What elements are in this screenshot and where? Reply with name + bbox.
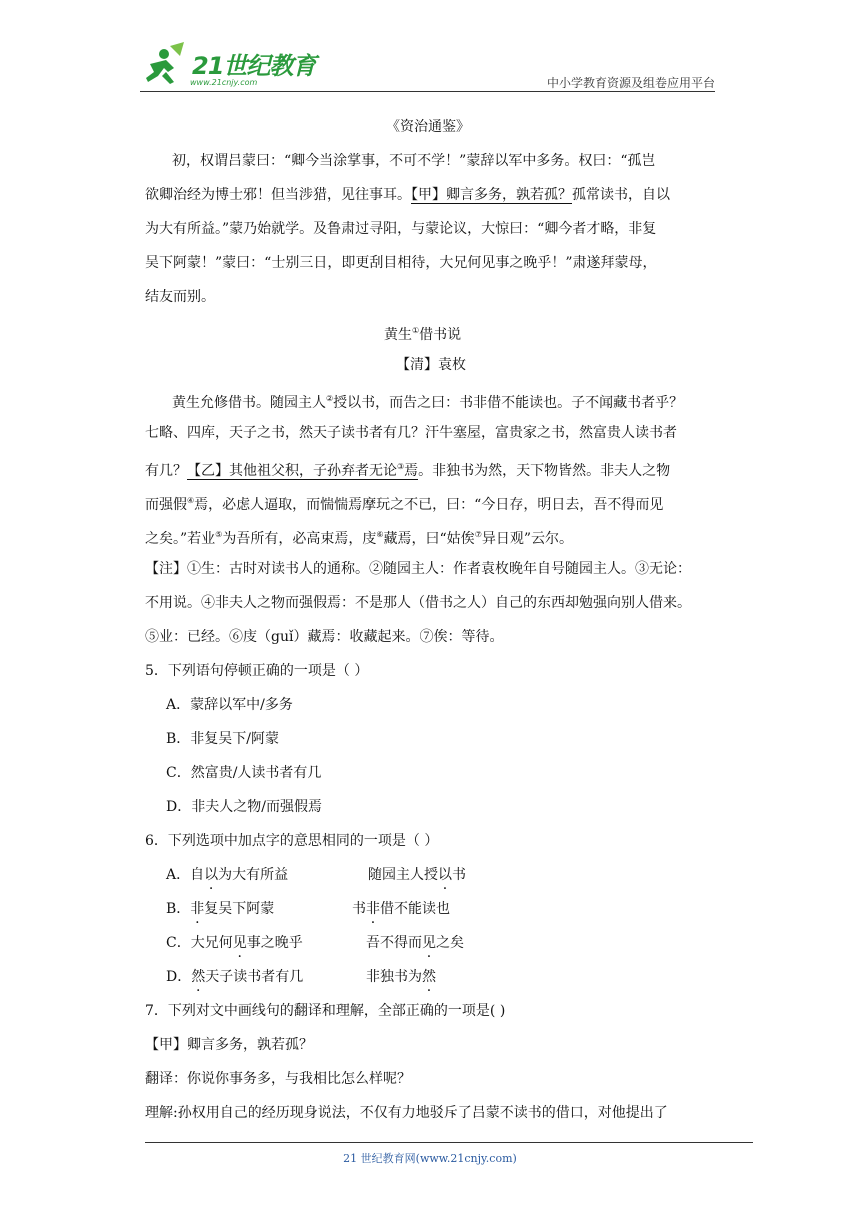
- q6-option-a[interactable]: A．自以为大有所益: [166, 867, 289, 883]
- q6-option-d-compare: 非独书为然: [366, 969, 436, 985]
- passage1-line5: 结友而别。: [145, 289, 215, 305]
- q5-option-c[interactable]: C．然富贵/人读书者有几: [166, 765, 322, 781]
- q6-option-d[interactable]: D．然天子读书者有几: [166, 969, 304, 985]
- q5-stem: 5．下列语句停顿正确的一项是（ ）: [145, 663, 369, 679]
- passage1-line3: 为大有所益。”蒙乃始就学。及鲁肃过寻阳，与蒙论议，大惊曰：“卿今者才略，非复: [145, 221, 657, 237]
- note-line2: 不用说。④非夫人之物而强假焉：不是那人（借书之人）自己的东西却勉强向别人借来。: [145, 595, 691, 611]
- q6-option-b[interactable]: B．非复吴下阿蒙: [166, 901, 275, 917]
- passage-title-1: 《资治通鉴》: [386, 119, 470, 135]
- q5-option-b[interactable]: B．非复吴下/阿蒙: [166, 731, 280, 747]
- page-header: [140, 40, 715, 92]
- logo-text: 21世纪教育: [192, 52, 316, 80]
- passage1-line4: 吴下阿蒙！”蒙曰：“士别三日，即更刮目相待，大兄何见事之晚乎！”肃遂拜蒙母，: [145, 255, 657, 271]
- q5-option-d[interactable]: D．非夫人之物/而强假焉: [166, 799, 322, 815]
- site-logo[interactable]: [140, 40, 340, 90]
- passage2-line3: 有几？【乙】其他祖父积，子孙弃者无论③焉。非独书为然，天下物皆然。非夫人之物: [145, 462, 671, 479]
- note-line3: ⑤业：已经。⑥庋（guǐ）藏焉：收藏起来。⑦俟：等待。: [145, 629, 504, 645]
- passage-title-2: 黄生①借书说: [384, 326, 462, 343]
- q5-option-a[interactable]: A．蒙辞以军中/多务: [166, 697, 293, 713]
- q7-understanding: 理解:孙权用自己的经历现身说法，不仅有力地驳斥了吕蒙不读书的借口，对他提出了: [145, 1105, 668, 1121]
- runner-logo-icon: [140, 42, 192, 88]
- q7-jia-sentence: 【甲】卿言多务，孰若孤？: [145, 1037, 313, 1053]
- q6-option-b-compare: 书非借不能读也: [352, 901, 450, 917]
- q6-option-c-compare: 吾不得而见之矣: [366, 935, 464, 951]
- q6-option-c[interactable]: C．大兄何见事之晚乎: [166, 935, 303, 951]
- footer-rule: [145, 1142, 753, 1143]
- passage1-line1: 初，权谓吕蒙曰：“卿今当涂掌事，不可不学！”蒙辞以军中多务。权曰：“孤岂: [172, 153, 656, 169]
- logo-url: www.21cnjy.com: [190, 78, 258, 87]
- passage2-line4: 而强假④焉，必虑人逼取，而惴惴焉摩玩之不已，曰：“今日存，明日去，吾不得而见: [145, 496, 664, 513]
- q7-stem: 7．下列对文中画线句的翻译和理解，全部正确的一项是( ): [145, 1003, 506, 1019]
- note-line1: 【注】①生：古时对读书人的通称。②随园主人：作者袁枚晚年自号随园主人。③无论：: [145, 561, 691, 577]
- footer-link[interactable]: 21 世纪教育网(www.21cnjy.com): [343, 1152, 517, 1165]
- header-rule: [140, 91, 715, 92]
- q7-translation: 翻译：你说你事务多，与我相比怎么样呢？: [145, 1071, 411, 1087]
- passage2-line1: 黄生允修借书。随园主人②授以书，而告之曰：书非借不能读也。子不闻藏书者乎？: [172, 394, 684, 411]
- passage2-line2: 七略、四库，天子之书，然天子读书者有几？汗牛塞屋，富贵家之书，然富贵人读书者: [145, 425, 677, 441]
- q6-stem: 6．下列选项中加点字的意思相同的一项是（ ）: [145, 833, 439, 849]
- underlined-sentence-jia: 【甲】卿言多务，孰若孤？: [411, 187, 572, 203]
- passage-author: 【清】袁枚: [396, 357, 466, 373]
- passage1-line2: 欲卿治经为博士邪！但当涉猎，见往事耳。【甲】卿言多务，孰若孤？孤常读书，自以: [145, 187, 670, 203]
- platform-name: 中小学教育资源及组卷应用平台: [546, 76, 715, 90]
- passage2-line5: 之矣。”若业⑤为吾所有，必高束焉，庋⑥藏焉，曰“姑俟⑦异日观”云尔。: [145, 530, 574, 547]
- q6-option-a-compare: 随园主人授以书: [368, 867, 466, 883]
- underlined-sentence-yi: 【乙】其他祖父积，子孙弃者无论③焉: [187, 462, 419, 479]
